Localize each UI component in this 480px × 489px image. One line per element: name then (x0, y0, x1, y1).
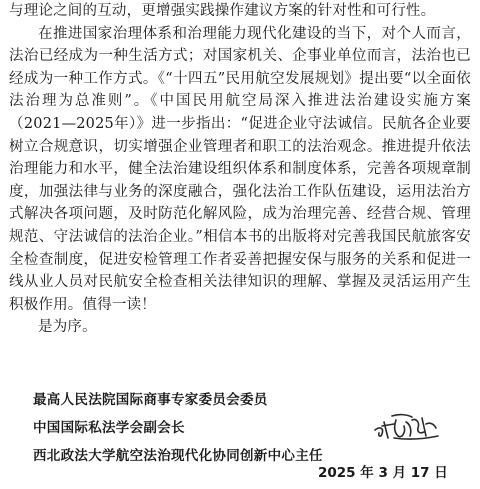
handwritten-signature (372, 408, 442, 442)
author-title-line: 西北政法大学航空法治现代化协同创新中心主任 (33, 448, 323, 464)
author-title-line: 最高人民法院国际商事专家委员会委员 (33, 392, 268, 408)
paragraph-continuation: 与理论之间的互动，更增强实践操作建议方案的针对性和可行性。 (9, 3, 436, 19)
preface-date: 2025 年 3 月 17 日 (318, 465, 448, 481)
preface-body (9, 0, 471, 339)
paragraph-main: 在推进国家治理体系和治理能力现代化建设的当下，对个人而言，法治已经成为一种生活方式；对国家机关、企事业单位而言，法治也已经成为一种工作方式。《“十四五”民用航空发展规划》提出要“以全面依法治理为总准则”。《中国民用航空局深入推进法治建设实施方案（2021—2025年）》进一步指出：“促进企业守法诚信。民航各企业要树立合规意识，切实增强企业管理者和职工的法治观念。推进提升依法治理能力和水平，健全法治建设组织体系和制度体系，完善各项规章制度，加强法律与业务的深度融合，强化法治工作队伍建设，运用法治方式解决各项问题，及时防范化解风险，成为治理完善、经营合规、管理规范、守法诚信的法治企业。”相信本书的出版将对完善我国民航旅客安全检查制度，促进安检管理工作者妥善把握安保与服务的关系和促进一线从业人员对民航安全检查相关法律知识的理解、掌握及灵活运用产生积极作用。值得一读！ (9, 25, 471, 313)
author-title-line: 中国国际私法学会副会长 (33, 420, 185, 436)
paragraph-closing: 是为序。 (38, 319, 97, 336)
